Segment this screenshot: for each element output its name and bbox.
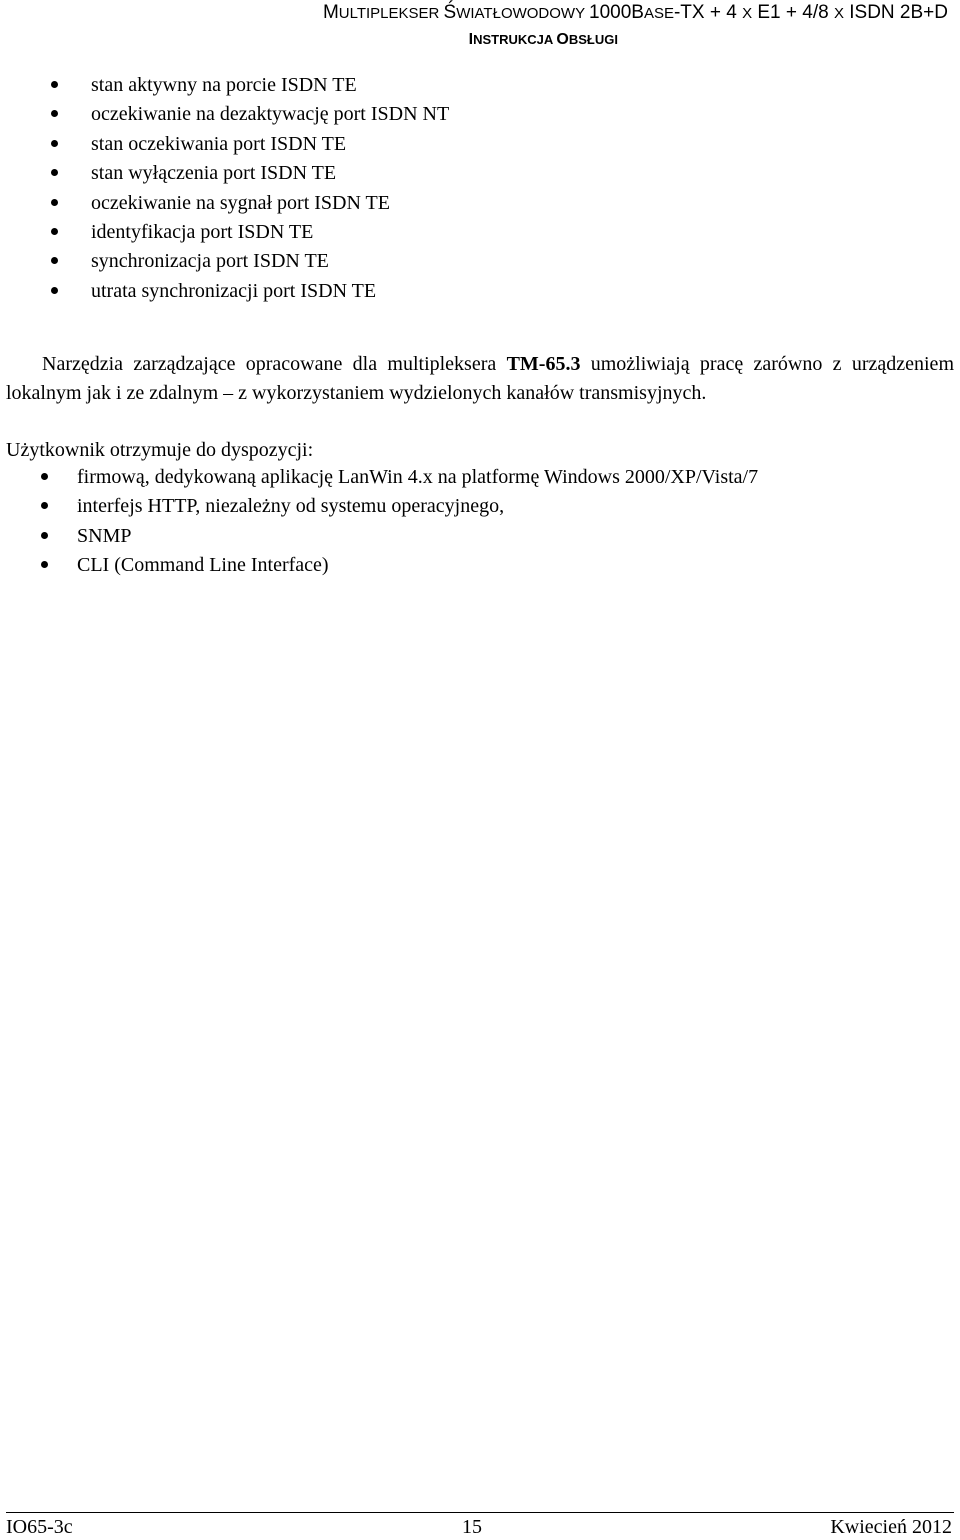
list-item: stan oczekiwania port ISDN TE xyxy=(0,131,449,160)
tools-list xyxy=(0,463,758,581)
list-item: stan wyłączenia port ISDN TE xyxy=(0,160,449,189)
list-item: utrata synchronizacji port ISDN TE xyxy=(0,278,449,307)
list-item: firmową, dedykowaną aplikację LanWin 4.x na platformę Windows 2000/XP/Vista/7 xyxy=(0,463,758,492)
footer-divider xyxy=(6,1512,954,1513)
management-tools-paragraph: Narzędzia zarządzające opracowane dla multipleksera TM-65.3 umożliwiają pracę zarówno z urządzeniem lokalnym jak i ze zdalnym – z wykorzystaniem wydzielonych kanałów transmisyjnych. xyxy=(6,353,954,404)
list-item: identyfikacja port ISDN TE xyxy=(0,219,449,248)
header-title: MULTIPLEKSER ŚWIATŁOWODOWY 1000BASE-TX + 4 X E1 + 4/8 X ISDN 2B+D xyxy=(322,2,948,23)
model-name: TM-65.3 xyxy=(506,353,581,375)
list-item: synchronizacja port ISDN TE xyxy=(0,248,449,277)
footer-date: Kwiecień 2012 xyxy=(830,1516,952,1538)
footer-doc-id: IO65-3c xyxy=(6,1516,73,1538)
list-item: oczekiwanie na dezaktywację port ISDN NT xyxy=(0,101,449,130)
footer-page-number: 15 xyxy=(462,1516,482,1538)
user-intro-line: Użytkownik otrzymuje do dyspozycji: xyxy=(6,439,314,461)
list-item: oczekiwanie na sygnał port ISDN TE xyxy=(0,190,449,219)
list-item: stan aktywny na porcie ISDN TE xyxy=(0,72,449,101)
list-item: interfejs HTTP, niezależny od systemu operacyjnego, xyxy=(0,492,758,521)
header-subtitle: INSTRUKCJA OBSŁUGI xyxy=(468,31,618,48)
status-list xyxy=(0,72,449,307)
list-item: CLI (Command Line Interface) xyxy=(0,551,758,580)
list-item: SNMP xyxy=(0,522,758,551)
